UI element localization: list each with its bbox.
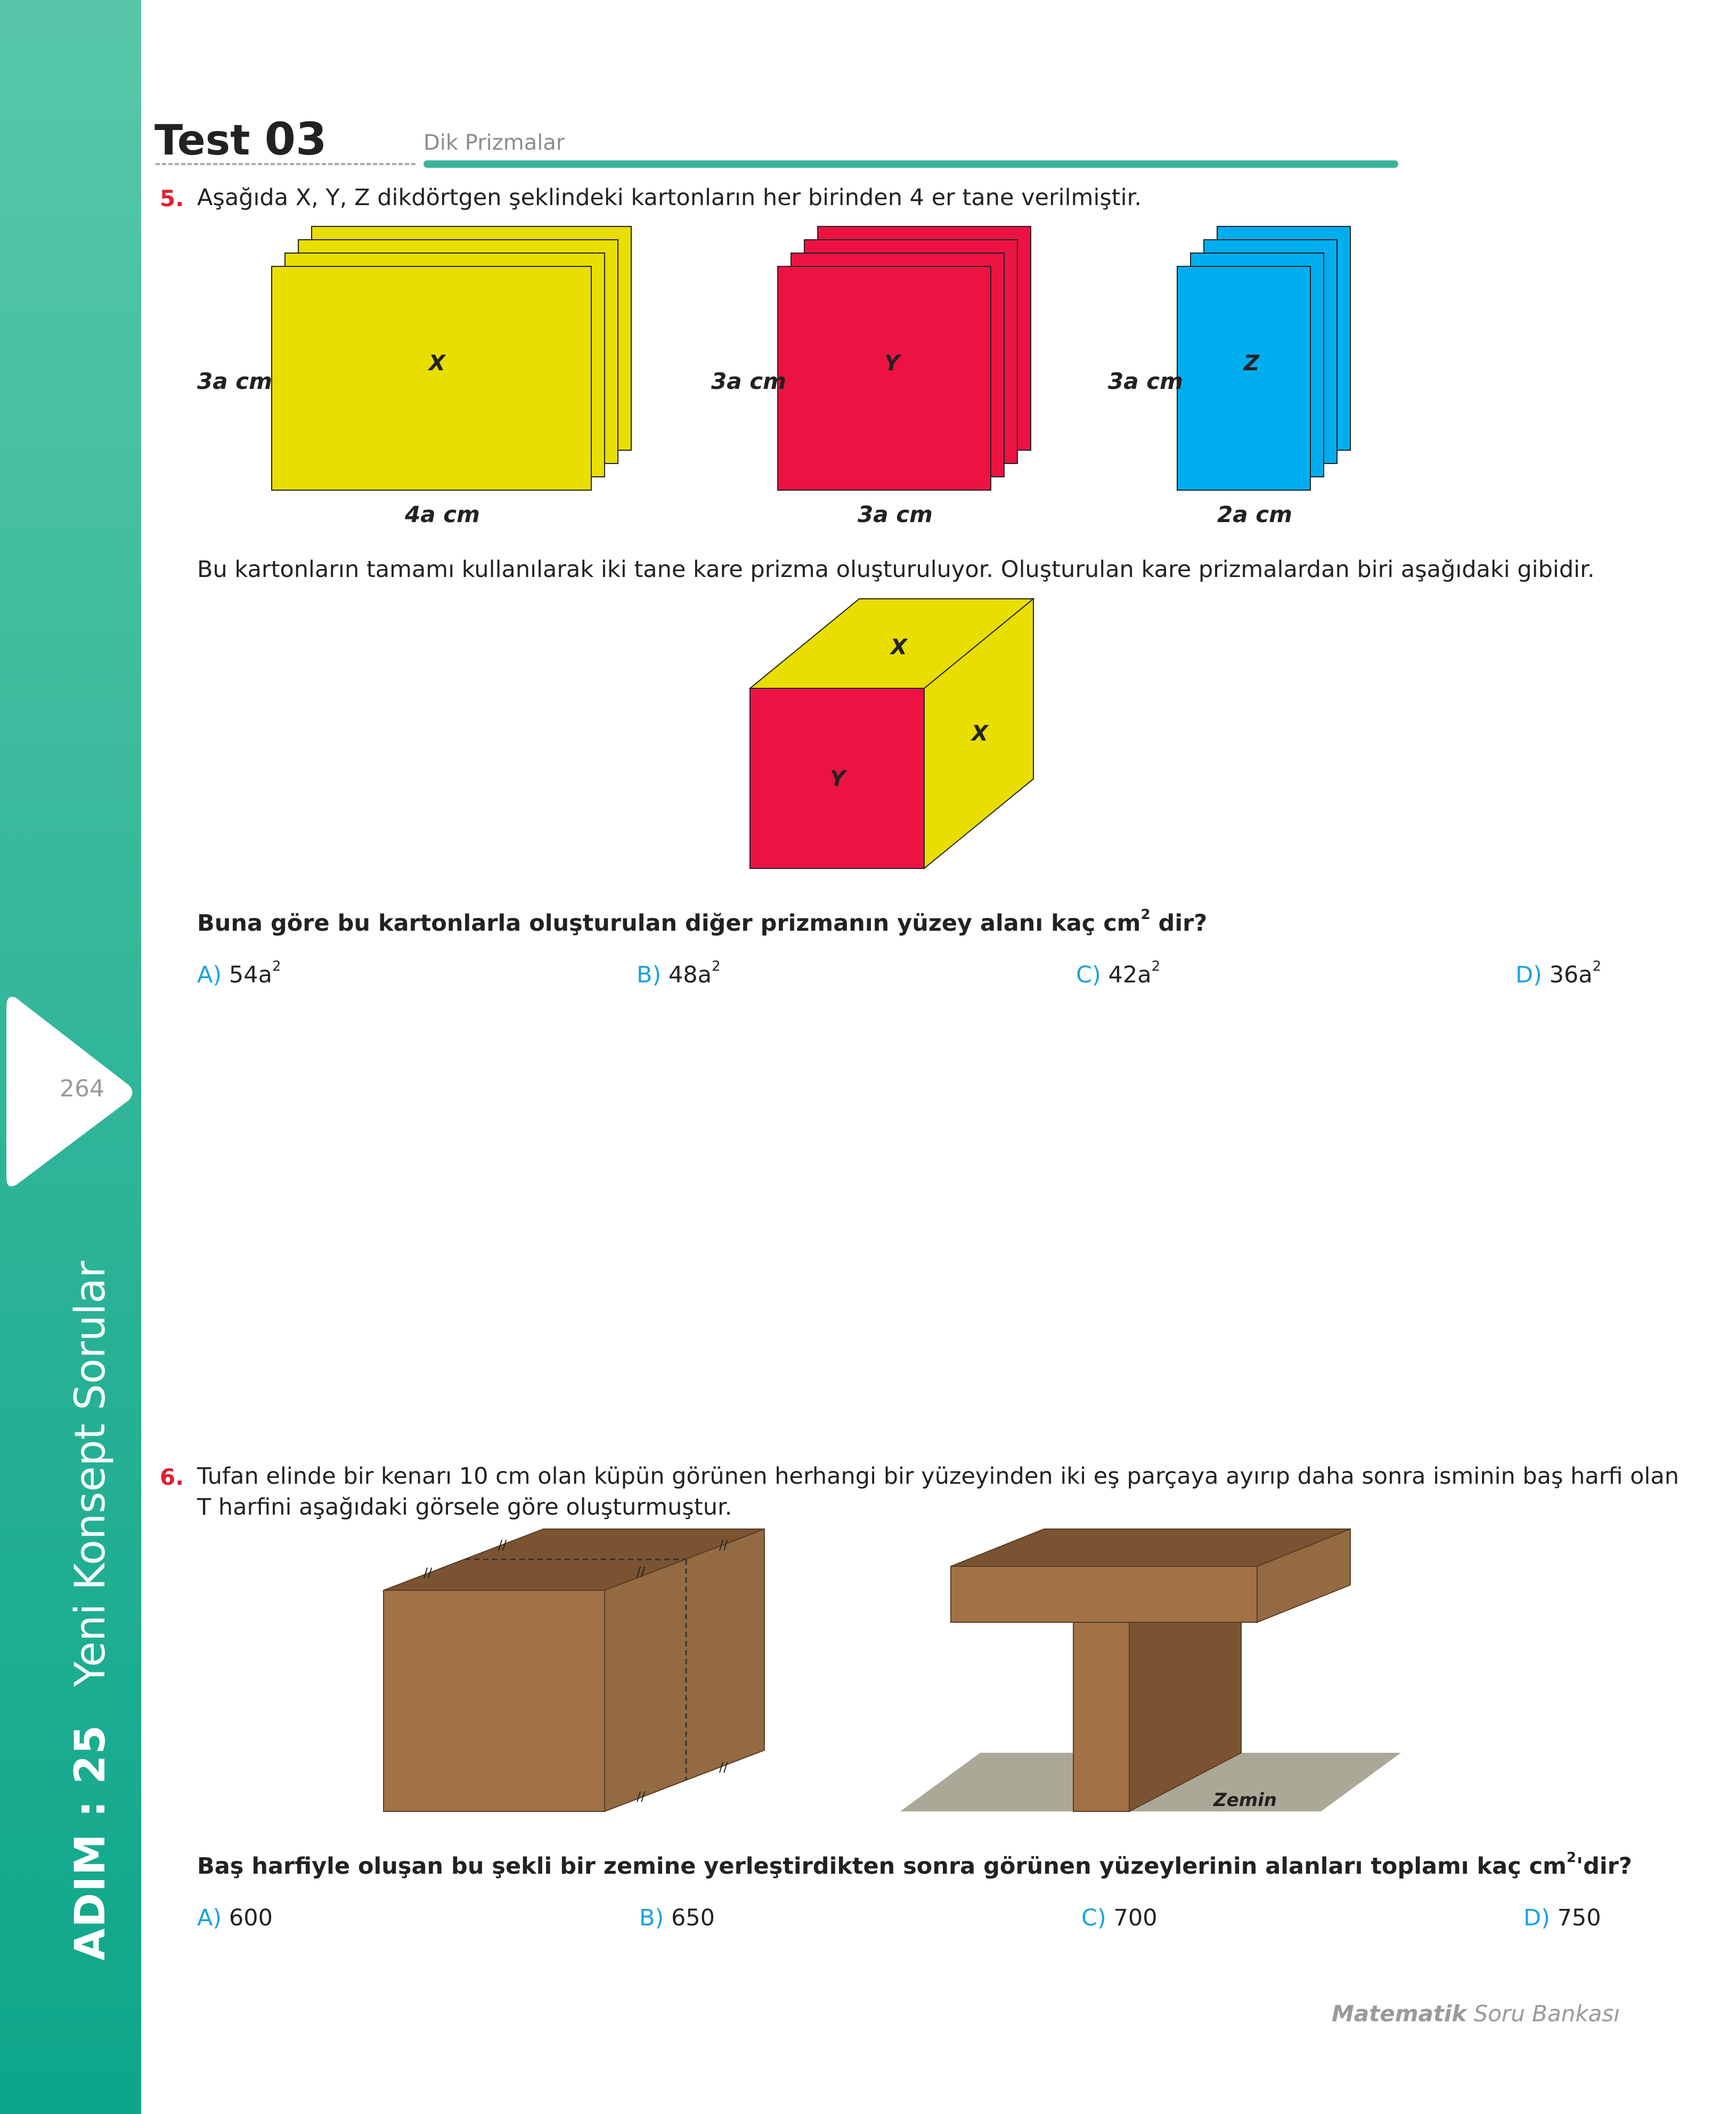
question-6-line-2: T harfini aşağıdaki görsele göre oluşturmuştur. — [197, 1494, 732, 1521]
option-sup: 2 — [712, 958, 721, 974]
question-5-number: 5. — [160, 185, 184, 212]
option-letter: D) — [1523, 1905, 1550, 1931]
option-letter: C) — [1081, 1905, 1106, 1931]
q6-option-a[interactable] — [197, 1905, 273, 1931]
question-6-number: 6. — [160, 1464, 184, 1490]
card-z-width: 2a cm — [1217, 501, 1292, 527]
option-letter: A) — [197, 962, 222, 988]
q5-option-b[interactable] — [637, 958, 721, 988]
question-5-prompt — [197, 907, 1208, 937]
q6-option-d[interactable] — [1523, 1905, 1601, 1931]
svg-text://: // — [719, 1538, 728, 1552]
footer-brand — [1332, 2001, 1620, 2027]
title-underline — [156, 163, 415, 165]
svg-text://: // — [498, 1538, 507, 1552]
option-value: 42a — [1108, 962, 1152, 988]
question-6-prompt-sup: 2 — [1566, 1850, 1576, 1866]
question-6-prompt-end: 'dir? — [1576, 1853, 1632, 1880]
square-prism-figure — [746, 597, 1044, 874]
card-y-height: 3a cm — [711, 368, 786, 394]
option-letter: B) — [637, 962, 662, 988]
test-number: 03 — [264, 113, 327, 165]
footer-brand-rest: Soru Bankası — [1466, 2001, 1620, 2027]
question-5-prompt-end: dir? — [1150, 910, 1208, 937]
option-letter: B) — [639, 1905, 664, 1931]
svg-text://: // — [423, 1565, 433, 1580]
test-title — [154, 113, 327, 165]
question-6-prompt-text: Baş harfiyle oluşan bu şekli bir zemine yerleştirdikten sonra görünen yüzeylerinin alanları toplamı kaç cm — [197, 1853, 1567, 1880]
option-value: 48a — [668, 962, 712, 988]
question-6-prompt — [197, 1850, 1632, 1880]
card-z-label: Z — [1244, 351, 1260, 376]
question-5-middle-text: Bu kartonların tamamı kullanılarak iki tane kare prizma oluşturuluyor. Oluşturulan kare prizmalardan biri aşağıdaki gibidir. — [197, 556, 1595, 583]
option-value: 600 — [229, 1905, 273, 1931]
q6-option-c[interactable] — [1081, 1905, 1158, 1931]
q5-option-a[interactable] — [197, 958, 281, 988]
card-z-height: 3a cm — [1108, 368, 1183, 394]
option-letter: D) — [1515, 962, 1542, 988]
card-stacks-figure — [192, 218, 1417, 538]
footer-brand-bold: Matematik — [1332, 2001, 1467, 2027]
topic-bar — [423, 160, 1398, 168]
page-number: 264 — [60, 1075, 104, 1102]
q6-option-b[interactable] — [639, 1905, 715, 1931]
option-letter: C) — [1076, 962, 1101, 988]
card-stack-z — [1177, 226, 1350, 490]
svg-text://: // — [719, 1760, 728, 1775]
svg-text://: // — [637, 1789, 646, 1804]
option-value: 54a — [229, 962, 272, 988]
t-bar-front — [951, 1566, 1257, 1622]
topic-label: Dik Prizmalar — [423, 131, 565, 155]
test-label: Test — [154, 117, 250, 165]
question-5-intro: Aşağıda X, Y, Z dikdörtgen şeklindeki kartonların her birinden 4 er tane verilmiştir. — [197, 184, 1142, 211]
cube-figure — [378, 1524, 783, 1822]
t-stem-front — [1073, 1622, 1129, 1811]
series-label: Yeni Konsept Sorular — [67, 1261, 115, 1687]
prism-front-label: Y — [830, 767, 845, 791]
step-label: ADIM : 25 — [67, 1724, 115, 1961]
option-sup: 2 — [1151, 958, 1161, 974]
option-value: 750 — [1557, 1905, 1601, 1931]
card-x-height: 3a cm — [197, 368, 272, 394]
ground-label: Zemin — [1213, 1790, 1277, 1811]
question-6-line-1: Tufan elinde bir kenarı 10 cm olan küpün görünen herhangi bir yüzeyinden iki eş parçaya ayırıp daha sonra isminin baş harfi olan — [197, 1463, 1679, 1490]
svg-text://: // — [637, 1564, 646, 1579]
prism-right-label: X — [972, 721, 988, 746]
option-value: 36a — [1549, 962, 1593, 988]
card-stack-y — [778, 226, 1031, 490]
option-value: 650 — [671, 1905, 715, 1931]
card-x-width: 4a cm — [405, 501, 480, 527]
card-y-width: 3a cm — [858, 501, 933, 527]
t-shape-figure — [900, 1524, 1412, 1822]
q5-option-d[interactable] — [1515, 958, 1602, 988]
cube-front-face — [384, 1590, 605, 1811]
option-sup: 2 — [272, 958, 281, 974]
prism-top-label: X — [891, 635, 907, 660]
card-x-label: X — [429, 351, 445, 376]
q5-option-c[interactable] — [1076, 958, 1161, 988]
sidebar-vertical-label — [67, 1261, 115, 1961]
question-5-prompt-text: Buna göre bu kartonlarla oluşturulan diğer prizmanın yüzey alanı kaç cm — [197, 910, 1141, 937]
option-value: 700 — [1113, 1905, 1158, 1931]
question-5-prompt-sup: 2 — [1140, 907, 1151, 923]
card-y-label: Y — [884, 351, 900, 376]
card-stack-x — [272, 226, 631, 490]
option-letter: A) — [197, 1905, 222, 1931]
option-sup: 2 — [1592, 958, 1602, 974]
